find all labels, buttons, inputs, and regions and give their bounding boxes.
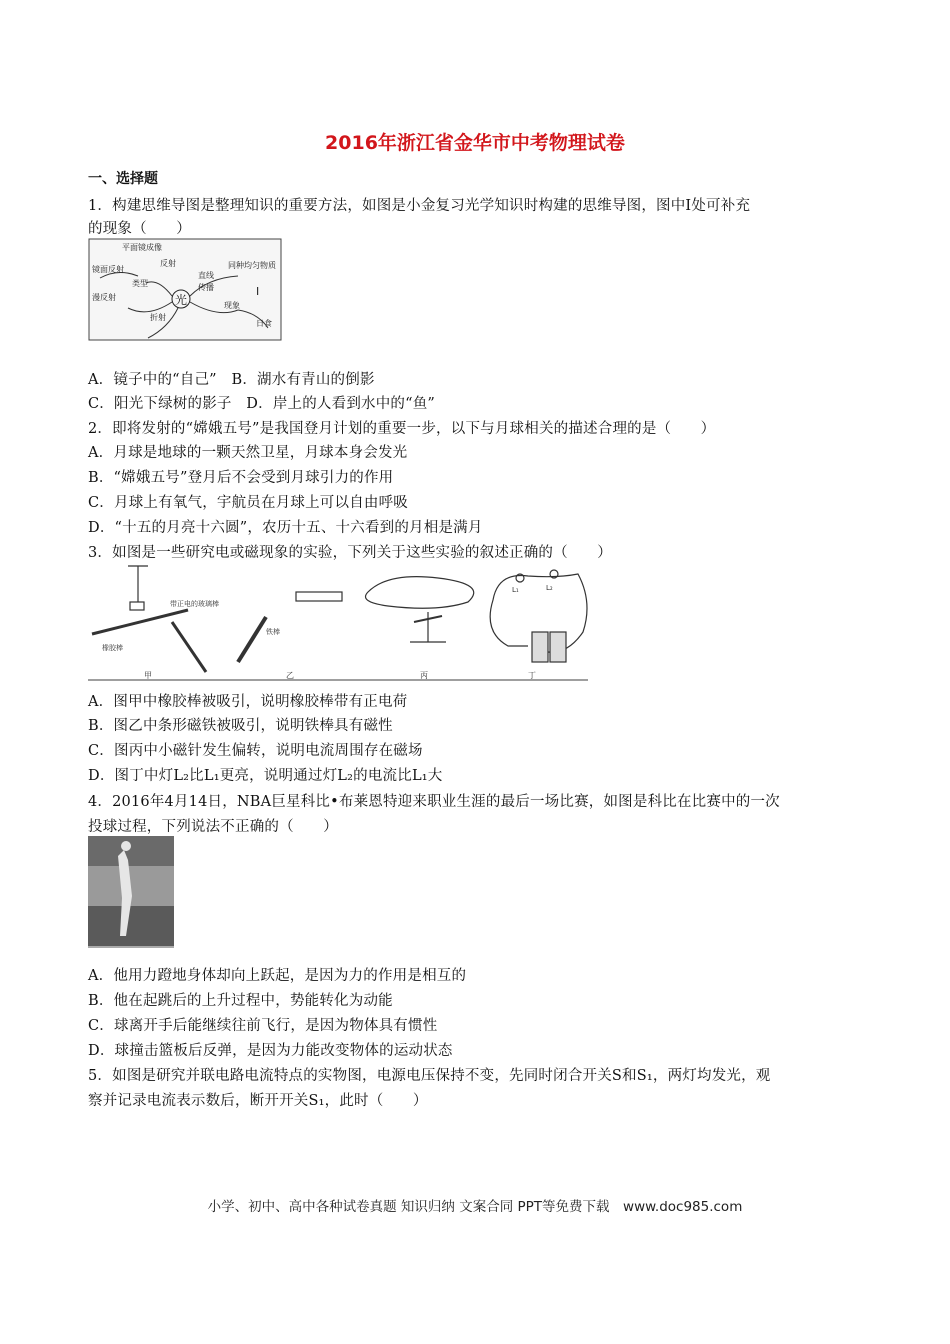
q3-label-jia: 甲: [144, 671, 152, 680]
q1-stem-line2: 的现象（ ）: [88, 221, 191, 237]
page-title: 2016年浙江省金华市中考物理试卷: [325, 132, 625, 154]
q1-mind-map-figure: [88, 238, 282, 345]
q4-basketball-photo: [88, 836, 174, 952]
q3-option-b: B．图乙中条形磁铁被吸引，说明铁棒具有磁性: [88, 718, 393, 734]
q2-option-a: A．月球是地球的一颗天然卫星，月球本身会发光: [88, 445, 408, 461]
q5-stem-line1: 5．如图是研究并联电路电流特点的实物图，电源电压保持不变，先同时闭合开关S和S₁，两灯均发光，观: [88, 1068, 771, 1084]
q1-center-label: 光: [175, 293, 188, 307]
q3-option-a: A．图甲中橡胶棒被吸引，说明橡胶棒带有正电荷: [88, 694, 408, 710]
q3-label-ding: 丁: [528, 671, 536, 680]
q2-option-d: D．“十五的月亮十六圆”，农历十五、十六看到的月相是满月: [88, 520, 483, 536]
q4-stem-line2: 投球过程，下列说法不正确的（ ）: [88, 819, 338, 835]
q1-label-straight-line: 直线: [198, 271, 214, 280]
q1-label-eclipse: 日食: [256, 319, 272, 328]
q1-label-reflection: 反射: [160, 259, 176, 268]
q1-label-refraction: 折射: [150, 313, 166, 322]
q3-label-rubber-rod: 橡胶棒: [102, 644, 123, 652]
q3-option-d: D．图丁中灯L₂比L₁更亮，说明通过灯L₂的电流比L₁大: [88, 768, 443, 784]
q3-stem: 3．如图是一些研究电或磁现象的实验，下列关于这些实验的叙述正确的（ ）: [88, 545, 612, 561]
q3-label-bing: 丙: [420, 671, 428, 680]
q1-options-line2: C．阳光下绿树的影子 D．岸上的人看到水中的“鱼”: [88, 396, 436, 412]
q4-option-a: A．他用力蹬地身体却向上跃起，是因为力的作用是相互的: [88, 968, 467, 984]
q3-label-yi: 乙: [286, 671, 294, 680]
section-heading: 一、选择题: [88, 171, 158, 187]
q1-stem-line1: 1．构建思维导图是整理知识的重要方法，如图是小金复习光学知识时构建的思维导图，图中Ⅰ处可补充: [88, 198, 751, 214]
q3-label-l2: L₂: [546, 584, 553, 592]
q1-label-uniform-medium: 同种均匀物质: [228, 261, 276, 270]
q1-label-plane-mirror: 平面镜成像: [122, 243, 162, 252]
q3-option-c: C．图丙中小磁针发生偏转，说明电流周围存在磁场: [88, 743, 423, 759]
q4-option-c: C．球离开手后能继续往前飞行，是因为物体具有惯性: [88, 1018, 438, 1034]
q1-options-line1: A．镜子中的“自己” B．湖水有青山的倒影: [88, 372, 375, 388]
q3-label-charged-glass: 带正电的玻璃棒: [170, 600, 219, 608]
q1-label-mark: Ⅰ: [256, 285, 260, 298]
q5-stem-line2: 察并记录电流表示数后，断开开关S₁，此时（ ）: [88, 1093, 428, 1109]
q1-label-type: 类型: [132, 279, 148, 288]
q2-option-c: C．月球上有氧气，宇航员在月球上可以自由呼吸: [88, 495, 408, 511]
q2-stem: 2．即将发射的“嫦娥五号”是我国登月计划的重要一步，以下与月球相关的描述合理的是（ ）: [88, 421, 716, 437]
q1-label-propagation: 传播: [198, 283, 214, 292]
page-footer: 小学、初中、高中各种试卷真题 知识归纳 文案合同 PPT等免费下载 www.doc985.com: [207, 1199, 743, 1215]
q1-label-phenomenon: 现象: [224, 301, 240, 310]
q4-option-d: D．球撞击篮板后反弹，是因为力能改变物体的运动状态: [88, 1043, 453, 1059]
q1-label-diffuse: 漫反射: [92, 293, 116, 302]
q3-label-l1: L₁: [512, 586, 519, 594]
q3-experiments-figure: [88, 562, 588, 686]
q3-label-iron-rod: 铁棒: [266, 628, 280, 636]
q4-option-b: B．他在起跳后的上升过程中，势能转化为动能: [88, 993, 393, 1009]
q4-stem-line1: 4．2016年4月14日，NBA巨星科比•布莱恩特迎来职业生涯的最后一场比赛，如图是科比在比赛中的一次: [88, 794, 780, 810]
q2-option-b: B．“嫦娥五号”登月后不会受到月球引力的作用: [88, 470, 394, 486]
q1-label-specular: 镜面反射: [92, 265, 124, 274]
